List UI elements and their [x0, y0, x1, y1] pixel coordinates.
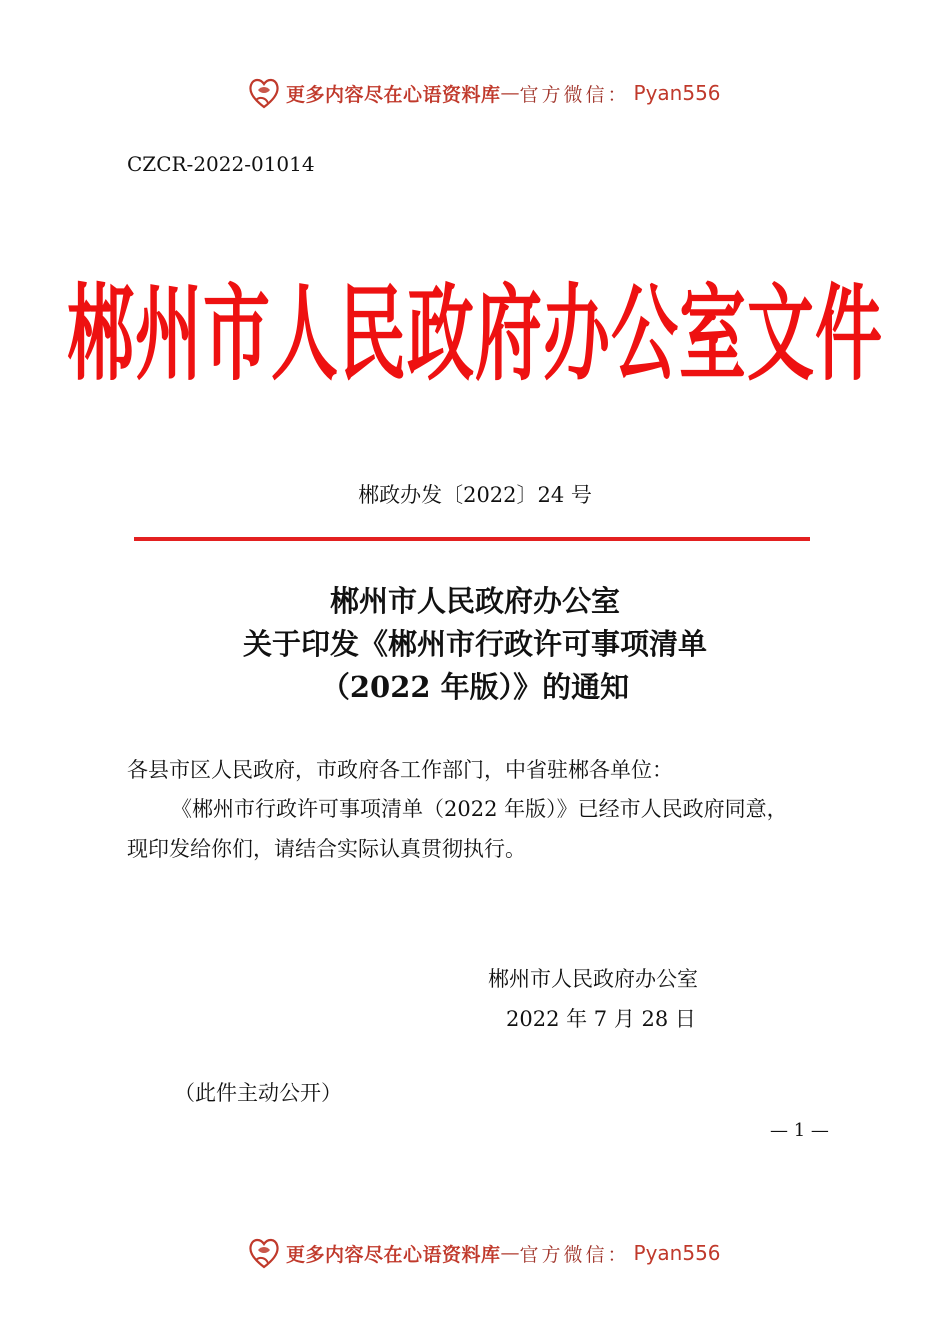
- issue-date: 2022 年 7 月 28 日: [506, 1007, 696, 1031]
- title-line-2: 关于印发《郴州市行政许可事项清单: [242, 627, 707, 661]
- watermark-wechat-id: Pyan556: [633, 1241, 721, 1265]
- masthead-title: 郴州市人民政府办公室文件: [67, 272, 883, 395]
- watermark-brand-text: 更多内容尽在心语资料库: [286, 83, 501, 106]
- watermark-brand-text: 更多内容尽在心语资料库: [286, 1243, 501, 1266]
- heart-logo-icon: [248, 76, 280, 110]
- watermark-wechat-label: 官方微信：: [519, 83, 630, 106]
- watermark-bottom: [248, 1233, 721, 1273]
- issuing-authority: 郴州市人民政府办公室: [488, 967, 698, 991]
- heart-logo-icon: [248, 1236, 280, 1270]
- title-line-1: 郴州市人民政府办公室: [329, 584, 620, 618]
- page-number: — 1 —: [770, 1120, 829, 1141]
- body-paragraph: 《郴州市行政许可事项清单（2022 年版）》已经市人民政府同意，现印发给你们，请结合实际认真贯彻执行。: [127, 797, 788, 861]
- masthead: [0, 252, 950, 395]
- title-line-3: （2022 年版）》的通知: [320, 670, 630, 704]
- document-title: [0, 580, 950, 709]
- watermark-wechat-label: 官方微信：: [519, 1243, 630, 1266]
- watermark-dash: —: [500, 1242, 520, 1264]
- watermark-top: [248, 73, 721, 113]
- document-code: CZCR-2022-01014: [127, 152, 315, 176]
- watermark-wechat-id: Pyan556: [633, 81, 721, 105]
- salutation: 各县市区人民政府，市政府各工作部门，中省驻郴各单位：: [127, 758, 673, 782]
- watermark-dash: —: [500, 82, 520, 104]
- public-disclosure-note: （此件主动公开）: [174, 1081, 342, 1105]
- document-number: 郴政办发〔2022〕24 号: [358, 483, 592, 507]
- red-divider: [134, 537, 810, 541]
